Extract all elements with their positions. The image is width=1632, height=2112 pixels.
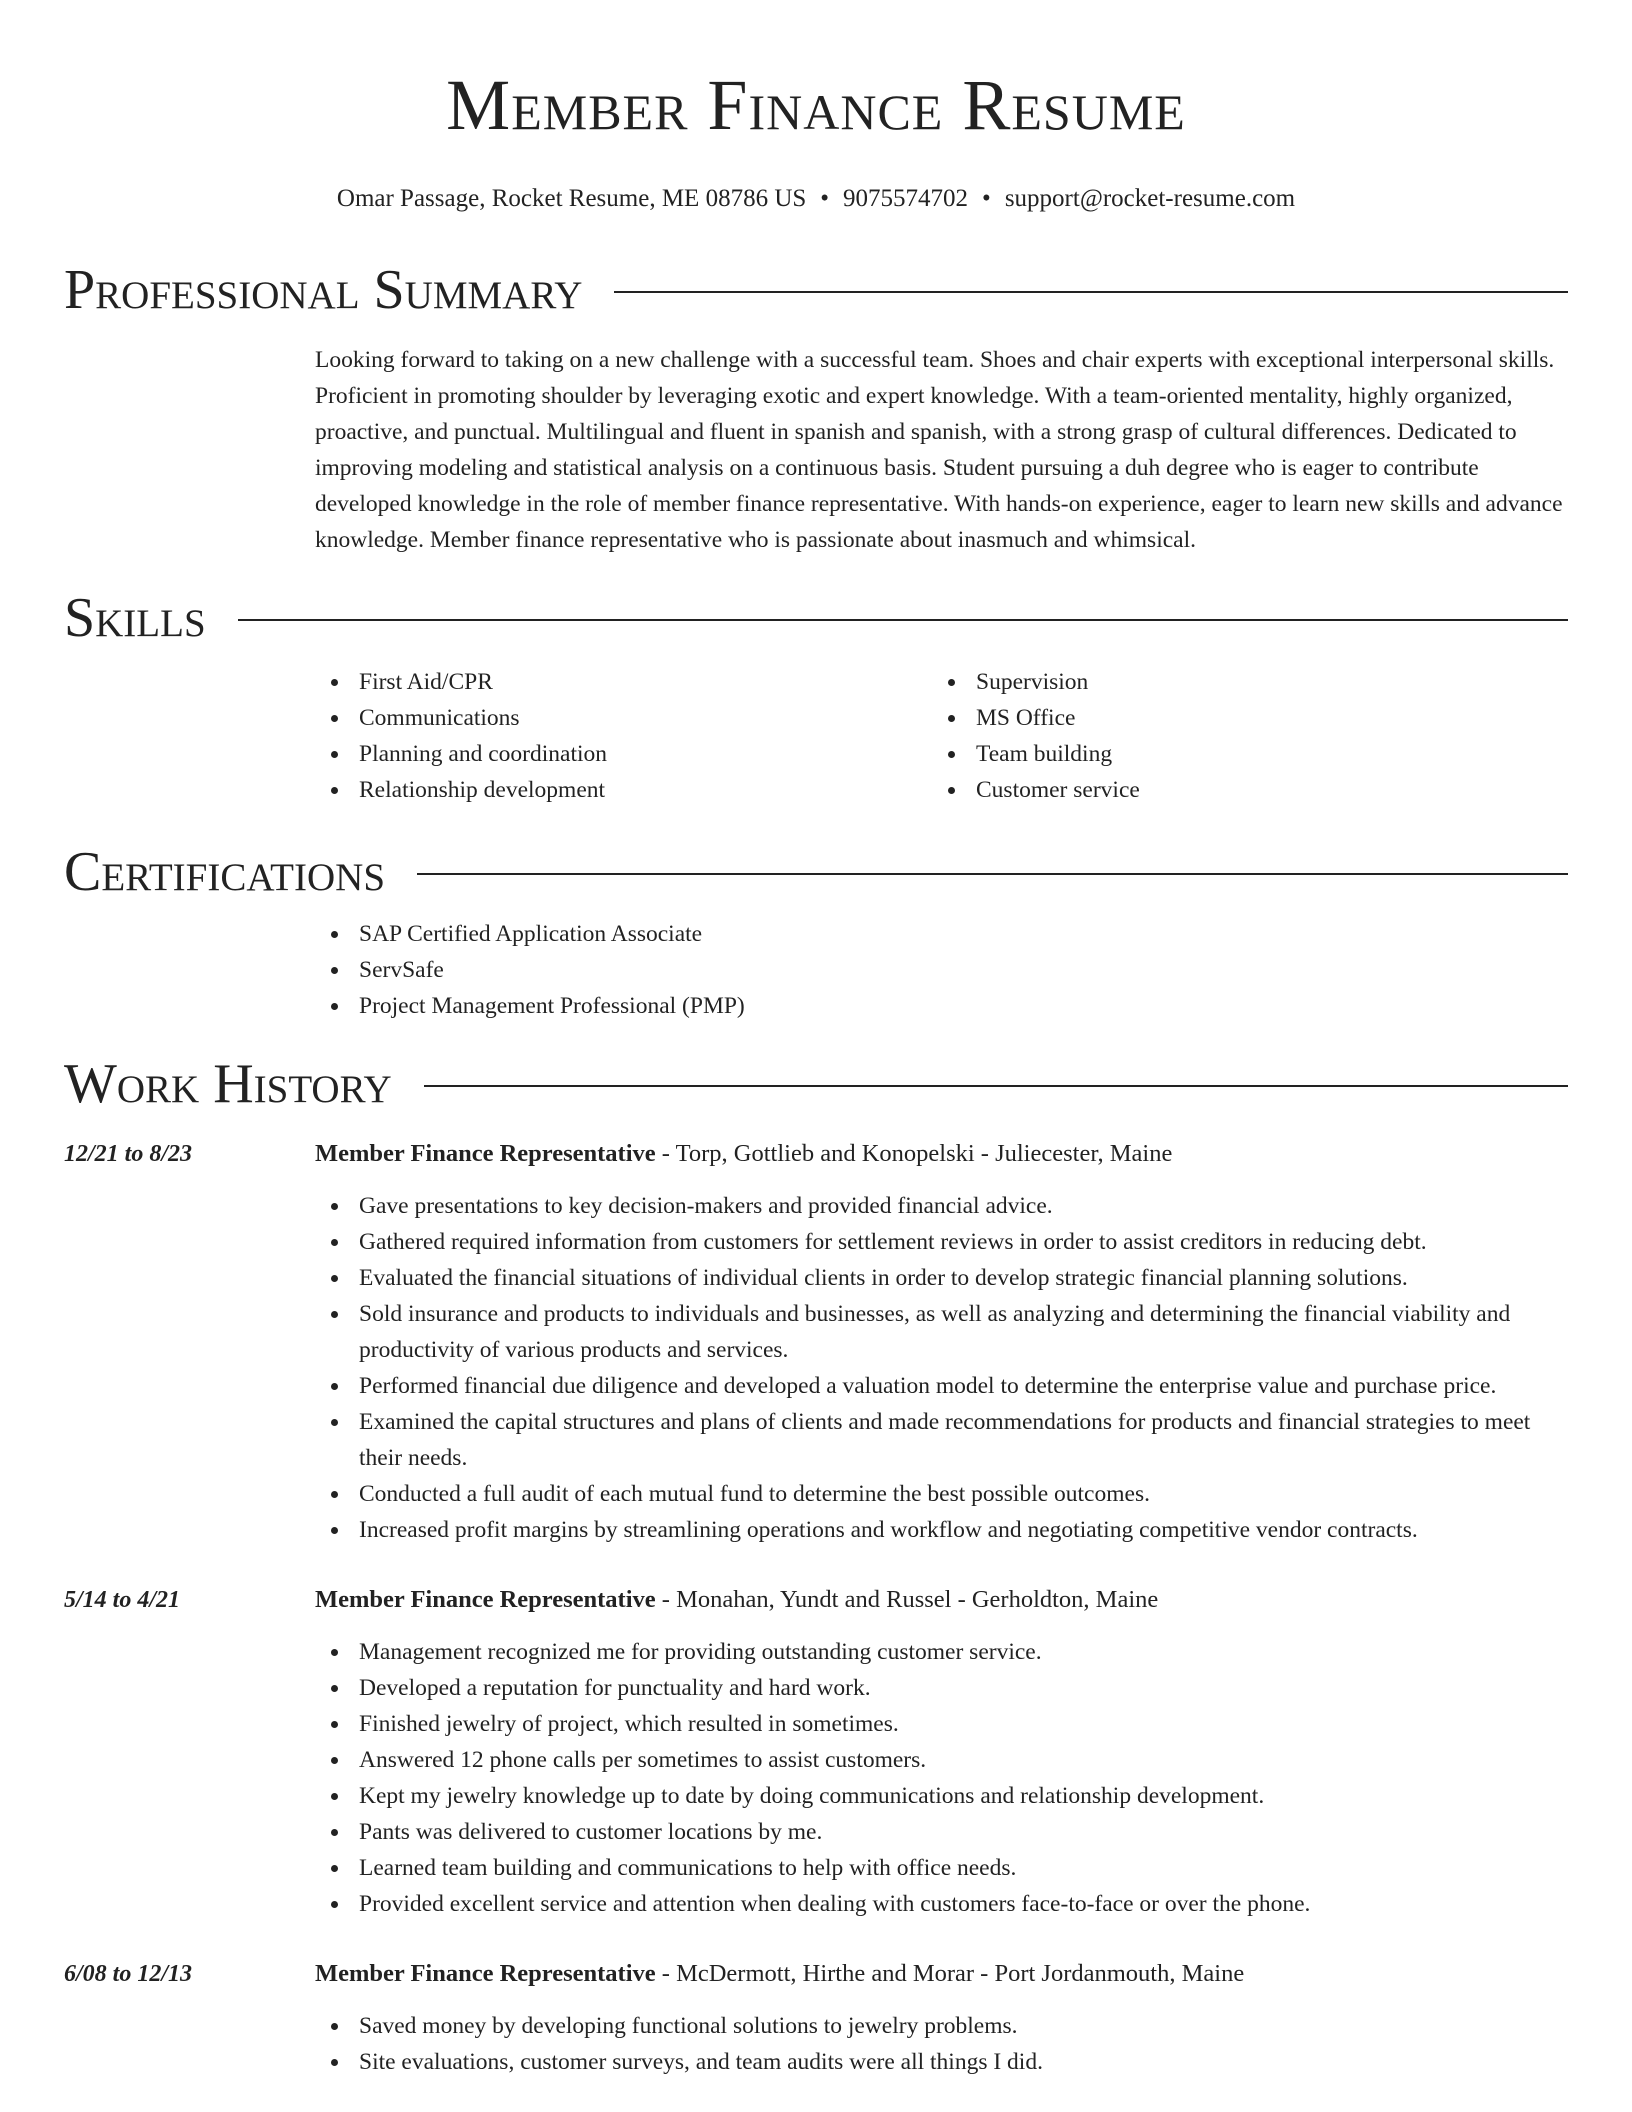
job-duty — [315, 1634, 1568, 1670]
job-employer: - McDermott, Hirthe and Morar - Port Jordanmouth, Maine — [655, 1960, 1245, 1987]
bullet-icon — [331, 1685, 338, 1692]
bullet-icon — [948, 751, 955, 758]
bullet-icon — [331, 1203, 338, 1210]
job-duty — [315, 1224, 1568, 1260]
bullet-icon — [331, 1865, 338, 1872]
work-history-section-header — [64, 1054, 1568, 1114]
job-duty — [315, 2008, 1568, 2044]
skill-label: MS Office — [976, 705, 1076, 731]
job-duty — [315, 1368, 1568, 1404]
contact-address: Omar Passage, Rocket Resume, ME 08786 US — [336, 185, 807, 212]
job-duty — [315, 1814, 1568, 1850]
job-duty-text: Site evaluations, customer surveys, and team audits were all things I did. — [359, 2049, 1043, 2075]
skills-list-right — [932, 664, 1549, 808]
skill-label: Supervision — [976, 669, 1089, 695]
contact-separator: • — [982, 185, 991, 212]
skill-item — [932, 736, 1549, 772]
bullet-icon — [331, 1275, 338, 1282]
contact-email: support@rocket-resume.com — [1004, 185, 1296, 212]
job-duty-text: Conducted a full audit of each mutual fund to determine the best possible outcomes. — [359, 1481, 1150, 1507]
job-duty-text: Provided excellent service and attention when dealing with customers face-to-face or over the phone. — [359, 1891, 1311, 1917]
certification-item — [315, 952, 1568, 988]
section-divider — [417, 873, 1568, 875]
job-dates: 5/14 to 4/21 — [64, 1587, 181, 1613]
job-title: Member Finance Representative — [315, 1960, 656, 1987]
job-dates: 12/21 to 8/23 — [64, 1141, 193, 1167]
job-entry — [64, 1956, 1568, 2080]
certification-label: Project Management Professional (PMP) — [359, 993, 745, 1019]
bullet-icon — [331, 1649, 338, 1656]
job-entry — [64, 1582, 1568, 1922]
bullet-icon — [948, 679, 955, 686]
summary-text: Looking forward to taking on a new challenge with a successful team. Shoes and chair experts with exceptional interpersonal skills. Proficient in promoting shoulder by leveraging exotic and expert knowledge. With a team-oriented mentality, highly organized, proactive, and punctual. Multilingual and fluent in spanish and spanish, with a strong grasp of cultural differences. Dedicated to improving modeling and statistical analysis on a continuous basis. Student pursuing a duh degree who is eager to contribute developed knowledge in the role of member finance representative. With hands-on experience, eager to learn new skills and advance knowledge. Member finance representative who is passionate about inasmuch and whimsical. — [315, 347, 1563, 553]
job-duty-text: Management recognized me for providing outstanding customer service. — [359, 1639, 1042, 1665]
bullet-icon — [331, 1311, 338, 1318]
bullet-icon — [331, 1383, 338, 1390]
resume-name: Member Finance Resume — [446, 65, 1186, 145]
work-history-heading: Work History — [64, 1053, 392, 1115]
skill-label: First Aid/CPR — [359, 669, 493, 695]
job-duty-text: Sold insurance and products to individuals and businesses, as well as analyzing and determining the financial viability and productivity of various products and services. — [359, 1301, 1511, 1363]
skills-grid — [315, 664, 1568, 808]
job-duty — [315, 1404, 1568, 1476]
job-duties-list — [315, 1188, 1568, 1548]
job-duty-text: Learned team building and communications to help with office needs. — [359, 1855, 1017, 1881]
job-duty-text: Finished jewelry of project, which resulted in sometimes. — [359, 1711, 899, 1737]
certification-label: ServSafe — [359, 957, 444, 983]
job-duty-text: Increased profit margins by streamlining operations and workflow and negotiating competitive vendor contracts. — [359, 1517, 1418, 1543]
certifications-list — [315, 916, 1568, 1024]
job-duty-text: Evaluated the financial situations of individual clients in order to develop strategic financial planning solutions. — [359, 1265, 1408, 1291]
job-duty-text: Pants was delivered to customer locations by me. — [359, 1819, 823, 1845]
job-duties-list — [315, 1634, 1568, 1922]
job-title-line — [315, 1136, 1568, 1172]
certification-label: SAP Certified Application Associate — [359, 921, 703, 947]
job-duty — [315, 1512, 1568, 1548]
bullet-icon — [331, 715, 338, 722]
job-dates: 6/08 to 12/13 — [64, 1961, 193, 1987]
bullet-icon — [331, 787, 338, 794]
bullet-icon — [331, 2059, 338, 2066]
skill-label: Planning and coordination — [359, 741, 608, 767]
job-duty-text: Developed a reputation for punctuality and hard work. — [359, 1675, 871, 1701]
bullet-icon — [331, 1419, 338, 1426]
skill-label: Communications — [359, 705, 520, 731]
skills-column-left — [315, 664, 932, 808]
skills-heading: Skills — [64, 587, 206, 649]
section-divider — [238, 619, 1568, 621]
summary-heading: Professional Summary — [64, 259, 583, 321]
skill-label: Relationship development — [359, 777, 606, 803]
job-duty-text: Answered 12 phone calls per sometimes to assist customers. — [359, 1747, 927, 1773]
skills-section-header — [64, 588, 1568, 648]
section-divider — [614, 291, 1568, 293]
job-title-line — [315, 1956, 1568, 1992]
certification-item — [315, 916, 1568, 952]
bullet-icon — [331, 1901, 338, 1908]
skill-item — [932, 664, 1549, 700]
bullet-icon — [331, 1757, 338, 1764]
bullet-icon — [331, 751, 338, 758]
bullet-icon — [948, 715, 955, 722]
skill-item — [932, 700, 1549, 736]
skills-list-left — [315, 664, 932, 808]
job-duty — [315, 1188, 1568, 1224]
bullet-icon — [331, 679, 338, 686]
bullet-icon — [331, 967, 338, 974]
skill-item — [315, 772, 932, 808]
job-duty — [315, 1742, 1568, 1778]
skill-label: Customer service — [976, 777, 1140, 803]
job-employer: - Monahan, Yundt and Russel - Gerholdton, Maine — [655, 1586, 1159, 1613]
bullet-icon — [331, 1527, 338, 1534]
job-duty-text: Saved money by developing functional solutions to jewelry problems. — [359, 2013, 1018, 2039]
job-duty-text: Examined the capital structures and plans of clients and made recommendations for products and financial strategies to meet their needs. — [359, 1409, 1531, 1471]
bullet-icon — [331, 1491, 338, 1498]
bullet-icon — [331, 1239, 338, 1246]
skill-item — [932, 772, 1549, 808]
job-body — [315, 1136, 1568, 1548]
skill-item — [315, 736, 932, 772]
job-duty — [315, 1778, 1568, 1814]
job-duty-text: Performed financial due diligence and developed a valuation model to determine the enterprise value and purchase price. — [359, 1373, 1497, 1399]
section-divider — [424, 1085, 1568, 1087]
job-duties-list — [315, 2008, 1568, 2080]
job-duty-text: Gathered required information from customers for settlement reviews in order to assist creditors in reducing debt. — [359, 1229, 1427, 1255]
bullet-icon — [331, 1793, 338, 1800]
skill-item — [315, 664, 932, 700]
bullet-icon — [331, 931, 338, 938]
job-duty — [315, 1260, 1568, 1296]
certification-item — [315, 988, 1568, 1024]
summary-section-header — [64, 260, 1568, 320]
job-duty — [315, 1670, 1568, 1706]
certifications-section-header — [64, 842, 1568, 902]
job-duty — [315, 2044, 1568, 2080]
job-duty — [315, 1476, 1568, 1512]
job-title-line — [315, 1582, 1568, 1618]
job-employer: - Torp, Gottlieb and Konopelski - Juliecester, Maine — [655, 1140, 1173, 1167]
job-duty — [315, 1850, 1568, 1886]
contact-separator: • — [820, 185, 830, 212]
job-body — [315, 1956, 1568, 2080]
job-title: Member Finance Representative — [315, 1140, 656, 1167]
skill-item — [315, 700, 932, 736]
certifications-list-wrap — [315, 916, 1568, 1024]
bullet-icon — [331, 1829, 338, 1836]
contact-phone: 9075574702 — [843, 185, 969, 212]
job-duty-text: Kept my jewelry knowledge up to date by doing communications and relationship development. — [359, 1783, 1265, 1809]
job-duty — [315, 1886, 1568, 1922]
job-title: Member Finance Representative — [315, 1586, 656, 1613]
bullet-icon — [331, 2023, 338, 2030]
bullet-icon — [948, 787, 955, 794]
job-entry — [64, 1136, 1568, 1548]
contact-line — [64, 184, 1568, 214]
job-duty-text: Gave presentations to key decision-makers and provided financial advice. — [359, 1193, 1053, 1219]
job-body — [315, 1582, 1568, 1922]
bullet-icon — [331, 1003, 338, 1010]
bullet-icon — [331, 1721, 338, 1728]
job-duty — [315, 1296, 1568, 1368]
skills-column-right — [932, 664, 1549, 808]
job-duty — [315, 1706, 1568, 1742]
skill-label: Team building — [976, 741, 1113, 767]
certifications-heading: Certifications — [64, 841, 386, 903]
